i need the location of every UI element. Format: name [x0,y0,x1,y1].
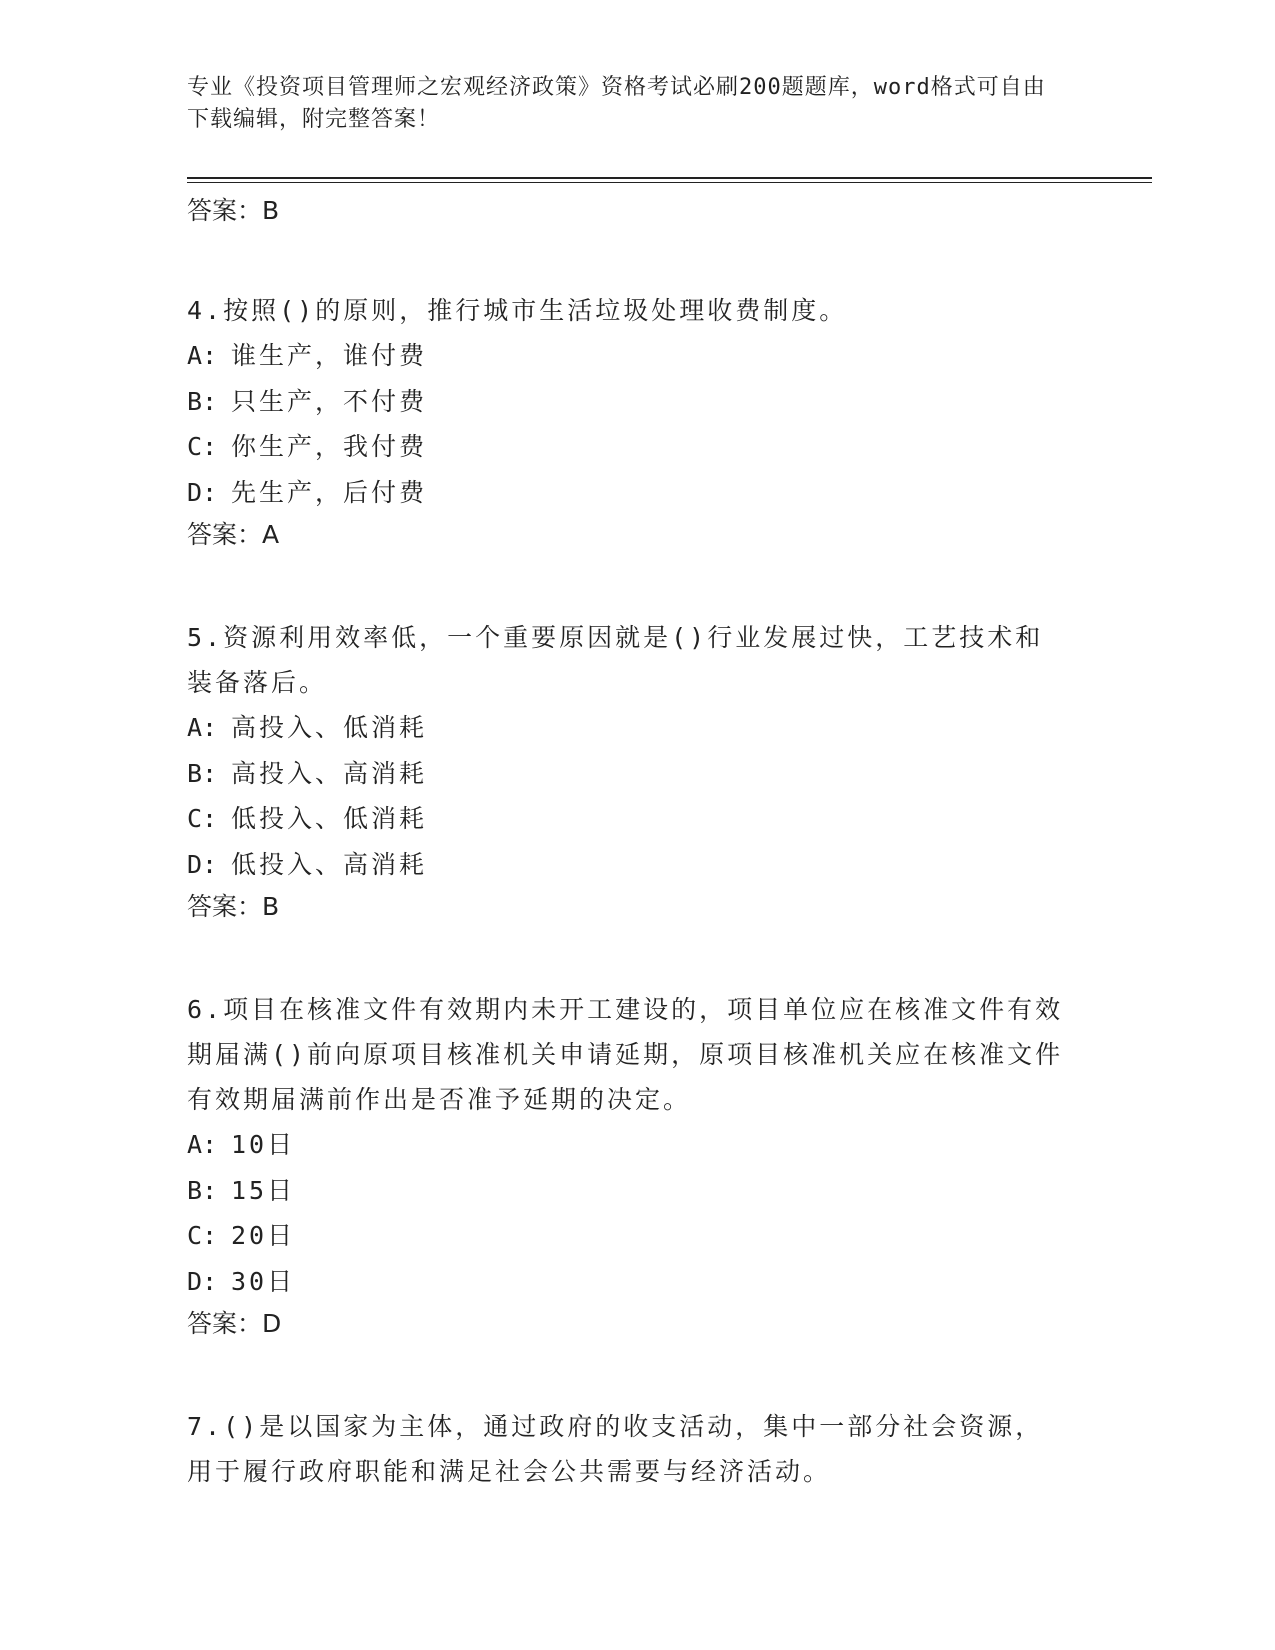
option-text: 谁生产，谁付费 [231,341,428,370]
option-letter: D: [187,1266,218,1296]
option-b [187,751,1067,797]
option-letter: B: [187,1175,218,1205]
question-6 [187,987,1067,1344]
option-text: 低投入、低消耗 [231,804,428,833]
option-letter: A: [187,341,218,370]
option-letter: D: [187,477,218,507]
option-text: 高投入、高消耗 [231,758,428,788]
option-d [187,470,1067,516]
option-letter: A: [187,1130,218,1159]
option-a [187,705,1067,751]
option-letter: C: [187,432,218,461]
option-d [187,1259,1067,1305]
page-header: 专业《投资项目管理师之宏观经济政策》资格考试必刷200题题库，word格式可自由下载编辑，附完整答案！ [187,75,1046,132]
question-stem: 5.资源利用效率低，一个重要原因就是()行业发展过快，工艺技术和装备落后。 [187,623,1044,697]
option-c [187,796,1067,842]
option-letter: B: [187,758,218,788]
option-letter: B: [187,386,218,416]
answer-label: 答案：B [187,892,280,921]
answer-label: 答案：B [187,196,280,225]
option-text: 30日 [231,1266,296,1296]
option-text: 先生产，后付费 [231,477,428,507]
option-letter: D: [187,849,218,879]
option-c [187,424,1067,470]
option-text: 10日 [231,1130,296,1159]
question-stem: 4.按照()的原则，推行城市生活垃圾处理收费制度。 [187,296,848,325]
question-stem: 6.项目在核准文件有效期内未开工建设的，项目单位应在核准文件有效期届满()前向原项目核准机关申请延期，原项目核准机关应在核准文件有效期届满前作出是否准予延期的决定。 [187,995,1064,1114]
option-b [187,379,1067,425]
option-letter: C: [187,1221,218,1250]
option-text: 你生产，我付费 [231,432,428,461]
question-7 [187,1404,1067,1494]
option-d [187,842,1067,888]
option-b [187,1168,1067,1214]
option-text: 低投入、高消耗 [231,849,428,879]
answer-label: 答案：D [187,1309,282,1338]
option-text: 20日 [231,1221,296,1250]
answer-label: 答案：A [187,520,280,549]
option-text: 高投入、低消耗 [231,713,428,742]
header-rule-thin [187,182,1152,183]
option-a [187,333,1067,379]
option-c [187,1213,1067,1259]
header-rule-thick [187,177,1152,179]
question-list [187,190,1067,1494]
question-5 [187,615,1067,927]
option-letter: A: [187,713,218,742]
option-a [187,1122,1067,1168]
question-stem: 7.()是以国家为主体，通过政府的收支活动，集中一部分社会资源，用于履行政府职能和满足社会公共需要与经济活动。 [187,1412,1044,1486]
option-text: 15日 [231,1175,296,1205]
option-letter: C: [187,804,218,833]
option-text: 只生产，不付费 [231,386,428,416]
question-4 [187,288,1067,555]
